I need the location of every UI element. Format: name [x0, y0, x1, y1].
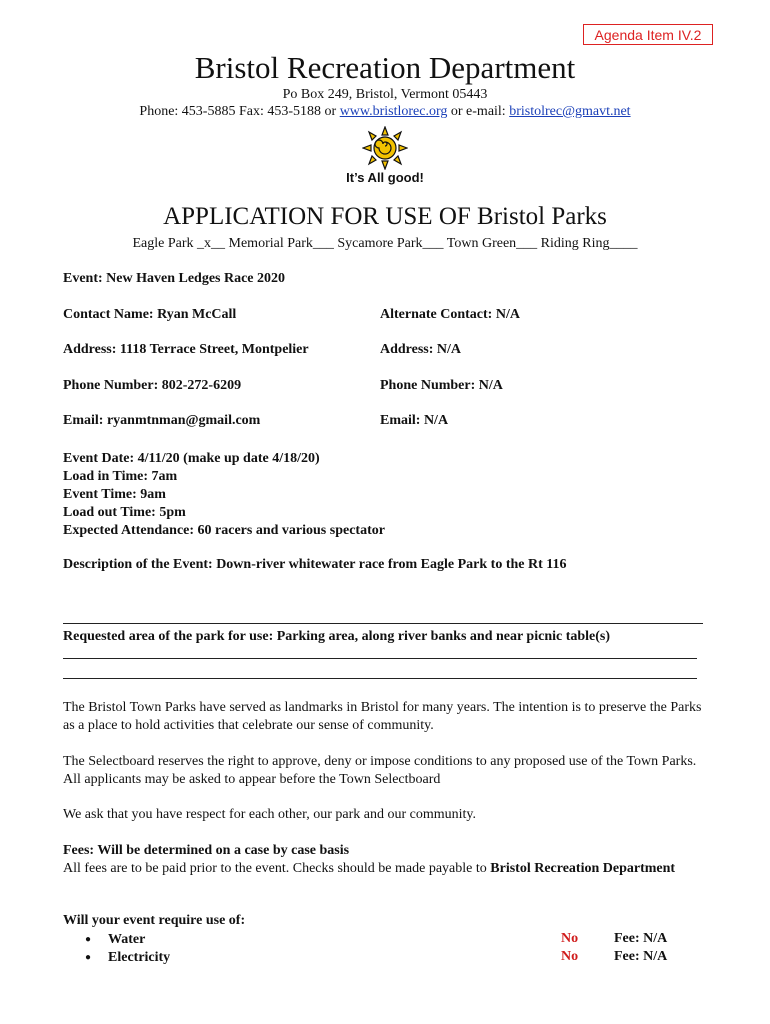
selectboard-paragraph: The Selectboard reserves the right to approve, deny or impose conditions to any proposed use of the Town Parks. All applicants may be asked to appear before the Town Selectboard: [63, 754, 697, 787]
contact-email: Email: ryanmtnman@gmail.com: [63, 413, 261, 428]
application-title: APPLICATION FOR USE OF Bristol Parks: [163, 203, 607, 230]
requirement-label: Electricity: [108, 950, 171, 965]
alternate-contact: Alternate Contact: N/A: [380, 307, 520, 322]
slogan: It’s All good!: [346, 170, 424, 185]
divider-line: [63, 678, 697, 679]
event-details: [63, 450, 385, 540]
load-in-time: Load in Time: 7am: [63, 469, 178, 484]
phone-fax-text: Phone: 453-5885 Fax: 453-5188 or: [139, 104, 340, 119]
requirements-heading: Will your event require use of:: [63, 913, 246, 928]
fees-payee: Bristol Recreation Department: [490, 861, 676, 876]
list-item: [63, 931, 170, 949]
email-link[interactable]: bristolrec@gmavt.net: [509, 104, 631, 119]
alternate-address: Address: N/A: [380, 342, 462, 357]
parks-selection-line: Eagle Park _x__ Memorial Park___ Sycamore Park___ Town Green___ Riding Ring____: [132, 236, 638, 251]
requirement-label: Water: [108, 932, 146, 947]
contact-phone: Phone Number: 802-272-6209: [63, 378, 242, 393]
agenda-item-label: Agenda Item IV.2: [583, 24, 713, 45]
department-address: Po Box 249, Bristol, Vermont 05443: [282, 87, 488, 102]
alternate-email: Email: N/A: [380, 413, 449, 428]
list-item: [63, 949, 170, 967]
parks-intention-paragraph: The Bristol Town Parks have served as landmarks in Bristol for many years. The intention is to preserve the Parks as a place to hold activities that celebrate our sense of community.: [63, 700, 702, 733]
event-name: Event: New Haven Ledges Race 2020: [63, 271, 286, 286]
website-link[interactable]: www.bristlorec.org: [339, 104, 448, 119]
email-prefix-text: or e-mail:: [447, 104, 510, 119]
expected-attendance: Expected Attendance: 60 racers and various spectator: [63, 523, 385, 538]
divider-line: [63, 623, 703, 624]
alternate-phone: Phone Number: N/A: [380, 378, 503, 393]
water-fee: Fee: N/A: [614, 931, 668, 946]
contact-address: Address: 1118 Terrace Street, Montpelier: [63, 342, 309, 357]
water-answer: No: [561, 931, 579, 946]
event-time: Event Time: 9am: [63, 487, 166, 502]
respect-paragraph: We ask that you have respect for each other, our park and our community.: [63, 807, 476, 822]
fees-instruction: All fees are to be paid prior to the event. Checks should be made payable to: [63, 861, 491, 876]
electricity-answer: No: [561, 949, 579, 964]
divider-line: [63, 658, 697, 659]
requirements-list: [63, 931, 170, 967]
event-date: Event Date: 4/11/20 (make up date 4/18/20): [63, 451, 320, 466]
department-contact-line: [0, 104, 770, 120]
fees-text: [63, 860, 703, 878]
fees-section: [63, 842, 703, 878]
fees-heading: Fees: Will be determined on a case by case basis: [63, 843, 350, 858]
sun-logo-icon: [362, 126, 408, 170]
load-out-time: Load out Time: 5pm: [63, 505, 186, 520]
event-description: Description of the Event: Down-river whitewater race from Eagle Park to the Rt 116: [63, 557, 567, 572]
department-title: Bristol Recreation Department: [194, 50, 576, 85]
electricity-fee: Fee: N/A: [614, 949, 668, 964]
contact-name: Contact Name: Ryan McCall: [63, 307, 237, 322]
requested-area: Requested area of the park for use: Parking area, along river banks and near picnic table(s): [63, 629, 611, 644]
